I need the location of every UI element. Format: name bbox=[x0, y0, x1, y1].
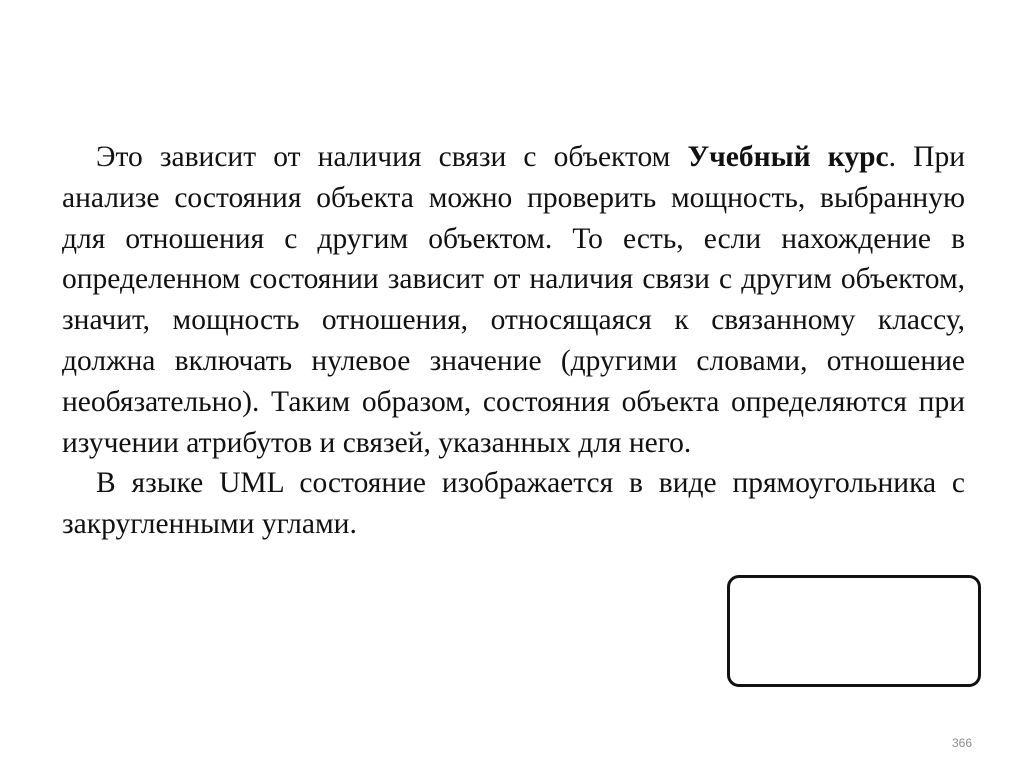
paragraph-uml-state: В языке UML состояние изображается в виде прямоугольника с закругленными углами. bbox=[62, 467, 965, 541]
paragraph-1-text-start: Это зависит от наличия связи с объектом bbox=[96, 141, 688, 173]
paragraph-1-text-end: . При анализе состояния объекта можно проверить мощность, выбранную для отношения с другим объектом. То есть, если нахождение в определенном состоянии зависит от наличия связи с другим объектом, значит, мощность отношения, относящаяся к связанному классу, должна включать нулевое значение (другими словами, отношение необязательно). Таким образом, состояния объекта определяются при изучении атрибутов и связей, указанных для него. bbox=[62, 141, 966, 459]
rounded-rectangle-state-shape bbox=[727, 575, 981, 687]
body-text bbox=[62, 137, 965, 545]
paragraph-state-dependency bbox=[62, 137, 965, 463]
bold-term-course: Учебный курс bbox=[687, 141, 889, 173]
page-number: 366 bbox=[951, 736, 972, 750]
